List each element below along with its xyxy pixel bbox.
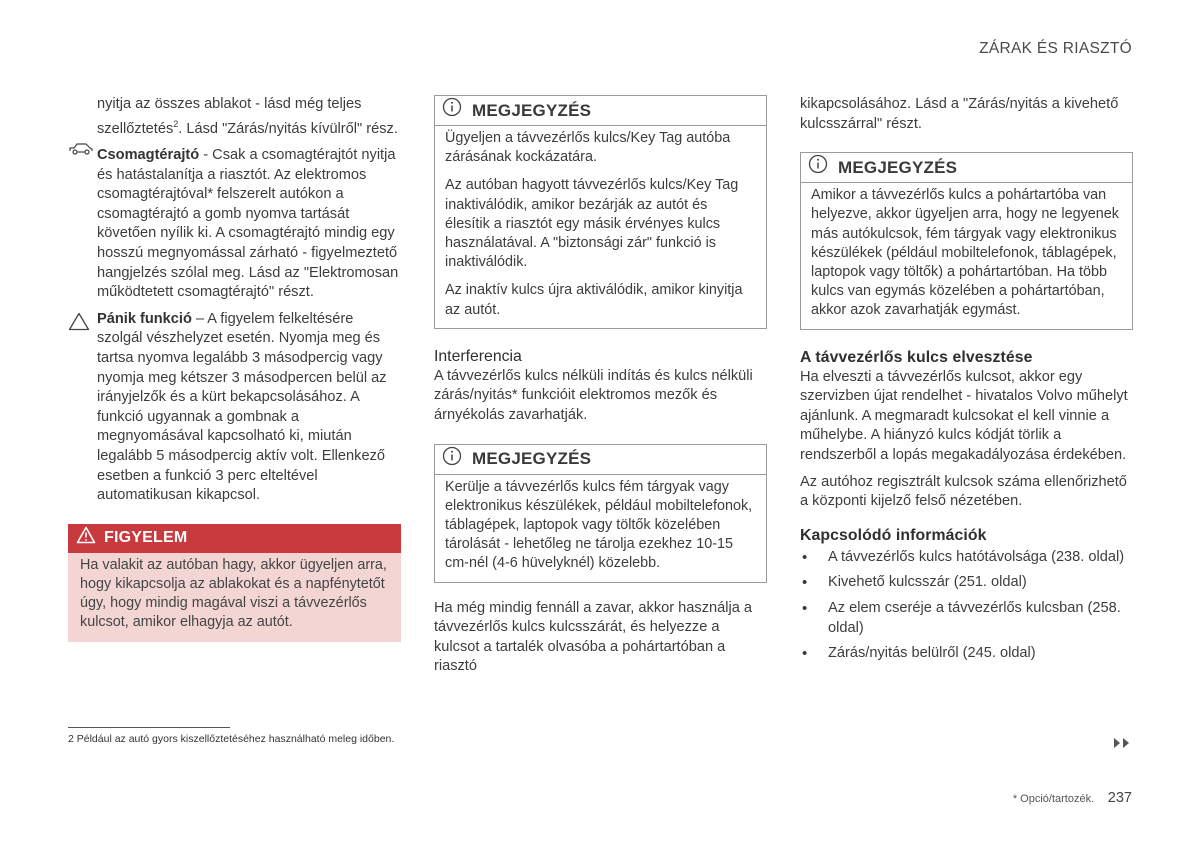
related-link[interactable]: • Zárás/nyitás belülről (245. oldal) [800,644,1133,664]
double-arrow-right-icon[interactable] [1112,736,1132,748]
footnote-ref: 2 [173,118,179,129]
note-box-2 [434,444,767,583]
info-circle-icon [808,154,828,181]
note-paragraph: Az autóban hagyott távvezérlős kulcs/Key Tag inaktiválódik, amikor bezárják az autót és élesítik a riasztót egy másik érvényes kulcs használatával. A "biztonsági zár" funkció is inaktiválódik. [445,177,739,271]
lost-key-paragraph: Az autóhoz regisztrált kulcsok száma ellenőrizhető a központi kijelző felső nézetében. [800,473,1127,510]
note-paragraph: Ügyeljen a távvezérlős kulcs/Key Tag autóba zárásának kockázatára. [445,130,731,166]
section-title: ZÁRAK ÉS RIASZTÓ [979,40,1132,57]
warning-triangle-icon [68,312,90,338]
car-trunk-icon [68,140,94,163]
intro-paragraph [68,95,401,139]
note-box-1 [434,95,767,329]
column-1 [68,95,401,642]
column-3 [800,95,1133,670]
warning-title: FIGYELEM [104,529,188,547]
warning-header [68,524,401,553]
warning-text: Ha valakit az autóban hagy, akkor ügyeljen arra, hogy kikapcsolja az ablakokat és a napfénytetőt úgy, hogy mindig magával viszi a távvezérlős kulcsot, amikor elhagyja az autót. [68,553,401,642]
note-paragraph: Amikor a távvezérlős kulcs a pohártartóba van helyezve, akkor ügyeljen arra, hogy ne legyenek más autókulcsok, fém tárgyak vagy elektronikus készülékek (például mobiltelefonok, táblagépek, laptopok vagy töltők) a pohártartóban. Ha több kulcs van egymás közelében a pohártartóban, akkor azok zavarhatják egymást. [811,187,1119,319]
warning-triangle-icon [76,526,96,551]
page-footer [1013,790,1132,806]
related-info-list [800,548,1133,664]
after-note-text: Ha még mindig fennáll a zavar, akkor használja a távvezérlős kulcs kulcsszárát, és helyezze a kulcsot a tartalék olvasóba a pohártartóban a riasztó [434,599,752,675]
continuation-text: kikapcsolásához. Lásd a "Zárás/nyitás a kivehető kulcsszárral" részt. [800,96,1119,132]
panic-label: Pánik funkció [97,310,192,327]
related-link[interactable]: • A távvezérlős kulcs hatótávolsága (238. oldal) [800,548,1133,568]
note-title: MEGJEGYZÉS [472,100,592,120]
interference-heading: Interferencia [434,347,522,365]
interference-text: A távvezérlős kulcs nélküli indítás és kulcs nélküli zárás/nyitás* funkcióit elektromos mezők és árnyékolás zavarhatják. [434,367,753,424]
related-link[interactable]: • Az elem cseréje a távvezérlős kulcsban (258. oldal) [800,599,1133,638]
note-title: MEGJEGYZÉS [472,449,592,469]
note-paragraph: Kerülje a távvezérlős kulcs fém tárgyak vagy elektronikus készülékek, például mobiltelefonok, táblagépek, laptopok vagy töltők közelében tárolását - lehetőleg ne tárolja ezekhez 10-15 cm-nél (4-6 hüvelyknél) közelebb. [445,478,753,572]
intro-text-end: . Lásd "Zárás/nyitás kívülről" rész. [178,120,398,137]
trunk-item [68,146,401,303]
lost-key-paragraph: Ha elveszti a távvezérlős kulcsot, akkor egy szervizben újat rendelhet - hivatalos Volvo műhelyt ajánlunk. A megmaradt kulcsokat el kell vinnie a műhelybe. A hiányzó kulcs kódját törlik a rendszerből a lopás megakadályozása érdekében. [800,368,1128,463]
footnote-divider [68,727,230,728]
related-link[interactable]: • Kivehető kulcsszár (251. oldal) [800,573,1133,593]
related-info-heading: Kapcsolódó információk [800,526,987,544]
note-body [801,183,1132,328]
note-box-3 [800,152,1133,329]
note-header [435,96,766,126]
note-body [435,126,766,328]
note-header [435,445,766,475]
note-title: MEGJEGYZÉS [838,157,958,177]
panic-item [68,310,401,506]
trunk-label: Csomagtérajtó [97,147,200,164]
note-body [435,475,766,582]
intro-text: nyitja az összes ablakot - lásd még teljes szellőztetés [97,96,362,137]
warning-box [68,524,401,642]
page-number: 237 [1107,790,1132,806]
option-note: * Opció/tartozék. [1012,793,1095,805]
panic-text: – A figyelem felkeltésére szolgál vészhelyzet esetén. Nyomja meg és tartsa nyomva legalább 3 másodpercig vagy nyomja meg kétszer 3 másodpercen belül az irányjelzők és a kürt bekapcsolásához. A funkció ugyannak a gombnak a megnyomásával kapcsolható ki, miután legalább 5 másodpercig aktív volt. Ellenkező esetben a funkció 3 perc elteltével automatikusan kikapcsol. [97,310,387,504]
trunk-text: - Csak a csomagtérajtót nyitja és hatástalanítja a riasztót. Az elektromos csomagtérajtóval* felszerelt autókon a csomagtérajtó a gomb nyomva tartását követően nyílik ki. A csomagtérajtó mindig egy hosszú megnyomással zárható - figyelmeztető hangjelzés szólal meg. Lásd az "Elektromosan működtetett csomagtérajtó" részt. [97,147,399,301]
note-paragraph: Az inaktív kulcs újra aktiválódik, amikor kinyitja az autót. [445,282,743,318]
info-circle-icon [442,97,462,124]
info-circle-icon [442,446,462,473]
lost-key-heading: A távvezérlős kulcs elvesztése [800,348,1033,366]
footnote: 2 Például az autó gyors kiszellőztetéséhez használható meleg időben. [68,733,395,745]
note-header [801,153,1132,183]
column-2 [434,95,767,684]
